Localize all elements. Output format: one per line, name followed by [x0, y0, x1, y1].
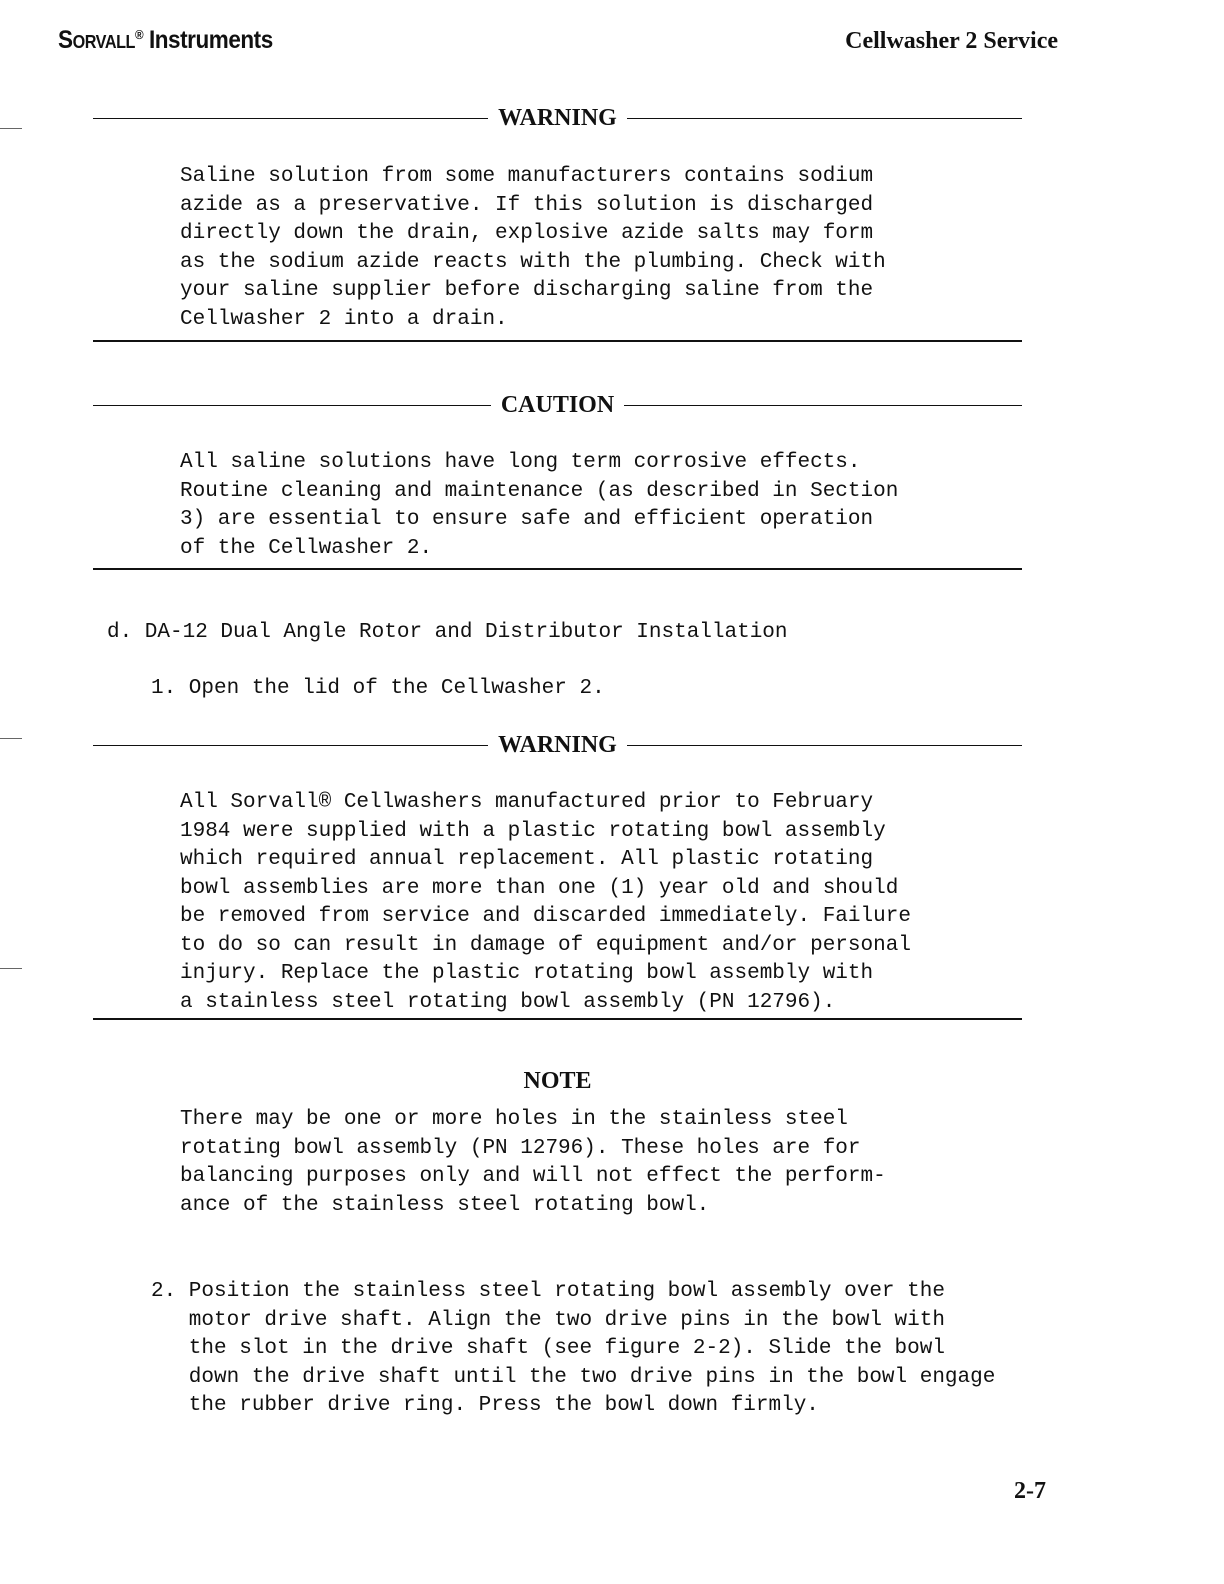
- caution-label: CAUTION: [500, 392, 615, 418]
- text-line: down the drive shaft until the two drive pins in the bowl engage: [151, 1365, 996, 1389]
- text-line: bowl assemblies are more than one (1) year old and should: [180, 876, 899, 900]
- text-line: injury. Replace the plastic rotating bowl assembly with: [180, 962, 874, 985]
- warning-label: WARNING: [498, 105, 617, 131]
- text-line: your saline supplier before discharging saline from the: [180, 279, 874, 302]
- note-label: NOTE: [523, 1068, 592, 1094]
- page-number: 2-7: [1014, 1478, 1046, 1504]
- rule-line: [627, 118, 1022, 119]
- text-line: as the sodium azide reacts with the plumbing. Check with: [180, 250, 886, 274]
- text-line: azide as a preservative. If this solution is discharged: [180, 193, 874, 217]
- scan-mark: [0, 738, 22, 739]
- brand-smallcaps: ORVALL: [72, 32, 135, 52]
- text-line: All saline solutions have long term corrosive effects.: [180, 451, 861, 474]
- caution-heading: [93, 390, 1022, 420]
- text-line: rotating bowl assembly (PN 12796). These holes are for: [180, 1136, 861, 1160]
- text-line: to do so can result in damage of equipment and/or personal: [180, 933, 911, 957]
- rule-line: [93, 405, 491, 406]
- text-line: All Sorvall® Cellwashers manufactured prior to February: [180, 791, 874, 814]
- text-line: 2. Position the stainless steel rotating bowl assembly over the: [151, 1280, 945, 1303]
- text-line: of the Cellwasher 2.: [180, 536, 433, 560]
- text-line: There may be one or more holes in the stainless steel: [180, 1108, 848, 1131]
- registered-mark: ®: [134, 27, 144, 42]
- text-line: 3) are essential to ensure safe and efficient operation: [180, 508, 874, 531]
- text-line: balancing purposes only and will not effect the perform-: [180, 1165, 886, 1188]
- rule-line: [93, 745, 488, 746]
- warning-heading: [93, 103, 1022, 133]
- text-line: be removed from service and discarded immediately. Failure: [180, 905, 911, 928]
- text-line: which required annual replacement. All plastic rotating: [180, 848, 874, 871]
- text-line: Saline solution from some manufacturers contains sodium: [180, 165, 874, 188]
- warning-heading: [93, 730, 1022, 760]
- warning-bottom-rule: [93, 1018, 1022, 1020]
- text-line: motor drive shaft. Align the two drive pins in the bowl with: [151, 1308, 945, 1332]
- text-line: directly down the drain, explosive azide salts may form: [180, 222, 874, 245]
- rule-line: [93, 118, 488, 119]
- text-line: Cellwasher 2 into a drain.: [180, 307, 508, 331]
- warning-text: [180, 789, 911, 1017]
- brand-initial: S: [58, 26, 73, 54]
- scan-mark: [0, 128, 22, 129]
- step-1: 1. Open the lid of the Cellwasher 2.: [151, 677, 605, 700]
- brand-instruments: Instruments: [143, 26, 273, 54]
- text-line: the slot in the drive shaft (see figure 2-2). Slide the bowl: [151, 1337, 945, 1360]
- step-2: [151, 1278, 995, 1421]
- scan-mark: [0, 968, 22, 969]
- page-header-title: Cellwasher 2 Service: [845, 28, 1058, 54]
- text-line: ance of the stainless steel rotating bowl.: [180, 1193, 710, 1217]
- rule-line: [624, 405, 1022, 406]
- caution-bottom-rule: [93, 568, 1022, 570]
- rule-line: [627, 745, 1022, 746]
- text-line: the rubber drive ring. Press the bowl down firmly.: [151, 1394, 819, 1417]
- warning-bottom-rule: [93, 340, 1022, 342]
- brand-logo: [58, 26, 273, 55]
- caution-text: [180, 449, 898, 563]
- text-line: Routine cleaning and maintenance (as described in Section: [180, 479, 899, 503]
- note-text: [180, 1106, 886, 1220]
- text-line: 1984 were supplied with a plastic rotating bowl assembly: [180, 819, 886, 843]
- warning-label: WARNING: [498, 732, 617, 758]
- text-line: a stainless steel rotating bowl assembly (PN 12796).: [180, 990, 836, 1014]
- section-heading: d. DA-12 Dual Angle Rotor and Distributor Installation: [107, 621, 788, 644]
- warning-text: [180, 163, 886, 334]
